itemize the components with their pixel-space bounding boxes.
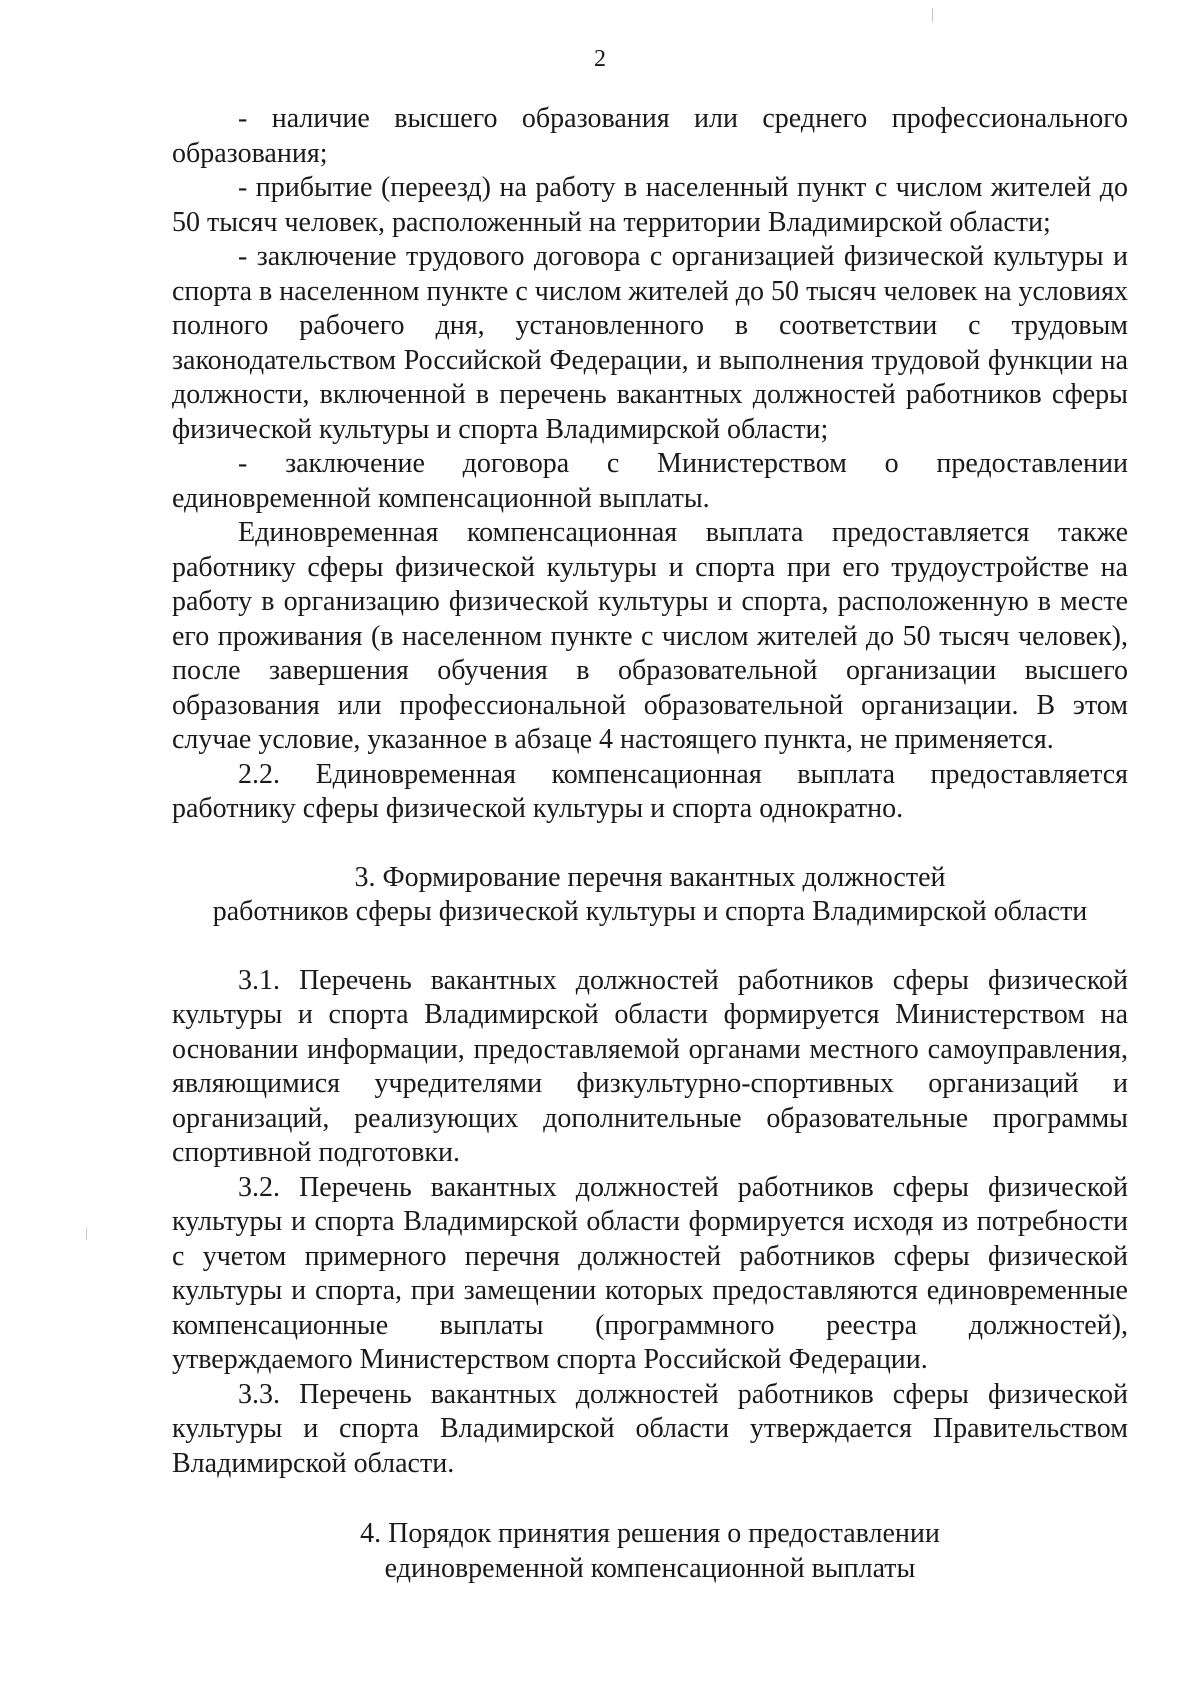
section-3-heading-line-2: работников сферы физической культуры и спорта Владимирской области xyxy=(212,896,1088,927)
condition-higher-education: - наличие высшего образования или среднего профессионального образования; xyxy=(172,103,1128,169)
condition-employment-contract: - заключение трудового договора с организацией физической культуры и спорта в населенном пункте с числом жителей до 50 тысяч человек на условиях полного рабочего дня, установленного в соответствии с трудовым законодательством Российской Федерации, и выполнения трудовой функции на должности, включенной в перечень вакантных должностей работников сферы физической культуры и спорта Владимирской области; xyxy=(172,241,1128,445)
section-4-heading-line-1: 4. Порядок принятия решения о предоставлении xyxy=(360,1518,940,1549)
paragraph-graduate-payment: Единовременная компенсационная выплата предоставляется также работнику сферы физической культуры и спорта при его трудоустройстве на работу в организацию физической культуры и спорта, расположенную в месте его проживания (в населенном пункте с числом жителей до 50 тысяч человек), после завершения обучения в образовательной организации высшего образования или профессиональной образовательной организации. В этом случае условие, указанное в абзаце 4 настоящего пункта, не применяется. xyxy=(172,517,1128,755)
section-3-heading-line-1: 3. Формирование перечня вакантных должностей xyxy=(354,861,946,893)
document-body xyxy=(172,102,1128,1586)
scan-artifact-right xyxy=(932,8,933,22)
paragraph-2-2: 2.2. Единовременная компенсационная выплата предоставляется работнику сферы физической культуры и спорта однократно. xyxy=(172,758,1128,824)
condition-ministry-agreement: - заключение договора с Министерством о предоставлении единовременной компенсационной выплаты. xyxy=(172,448,1128,514)
paragraph-3-3: 3.3. Перечень вакантных должностей работников сферы физической культуры и спорта Владимирской области утверждается Правительством Владимирской области. xyxy=(172,1378,1128,1479)
condition-relocation: - прибытие (переезд) на работу в населенный пункт с числом жителей до 50 тысяч человек, расположенный на территории Владимирской области; xyxy=(172,172,1128,238)
paragraph-3-2: 3.2. Перечень вакантных должностей работников сферы физической культуры и спорта Владимирской области формируется исходя из потребности с учетом примерного перечня должностей работников сферы физической культуры и спорта, при замещении которых предоставляются единовременные компенсационные выплаты (программного реестра должностей), утверждаемого Министерством спорта Российской Федерации. xyxy=(172,1171,1128,1375)
section-3-heading xyxy=(172,861,1128,930)
scan-artifact-left xyxy=(86,1228,87,1240)
section-4-heading xyxy=(172,1517,1128,1586)
page-number: 2 xyxy=(594,46,606,72)
section-4-heading-line-2: единовременной компенсационной выплаты xyxy=(384,1552,916,1584)
paragraph-3-1: 3.1. Перечень вакантных должностей работников сферы физической культуры и спорта Владимирской области формируется Министерством на основании информации, предоставляемой органами местного самоуправления, являющимися учредителями физкультурно-спортивных организаций и организаций, реализующих дополнительные образовательные программы спортивной подготовки. xyxy=(172,964,1128,1168)
